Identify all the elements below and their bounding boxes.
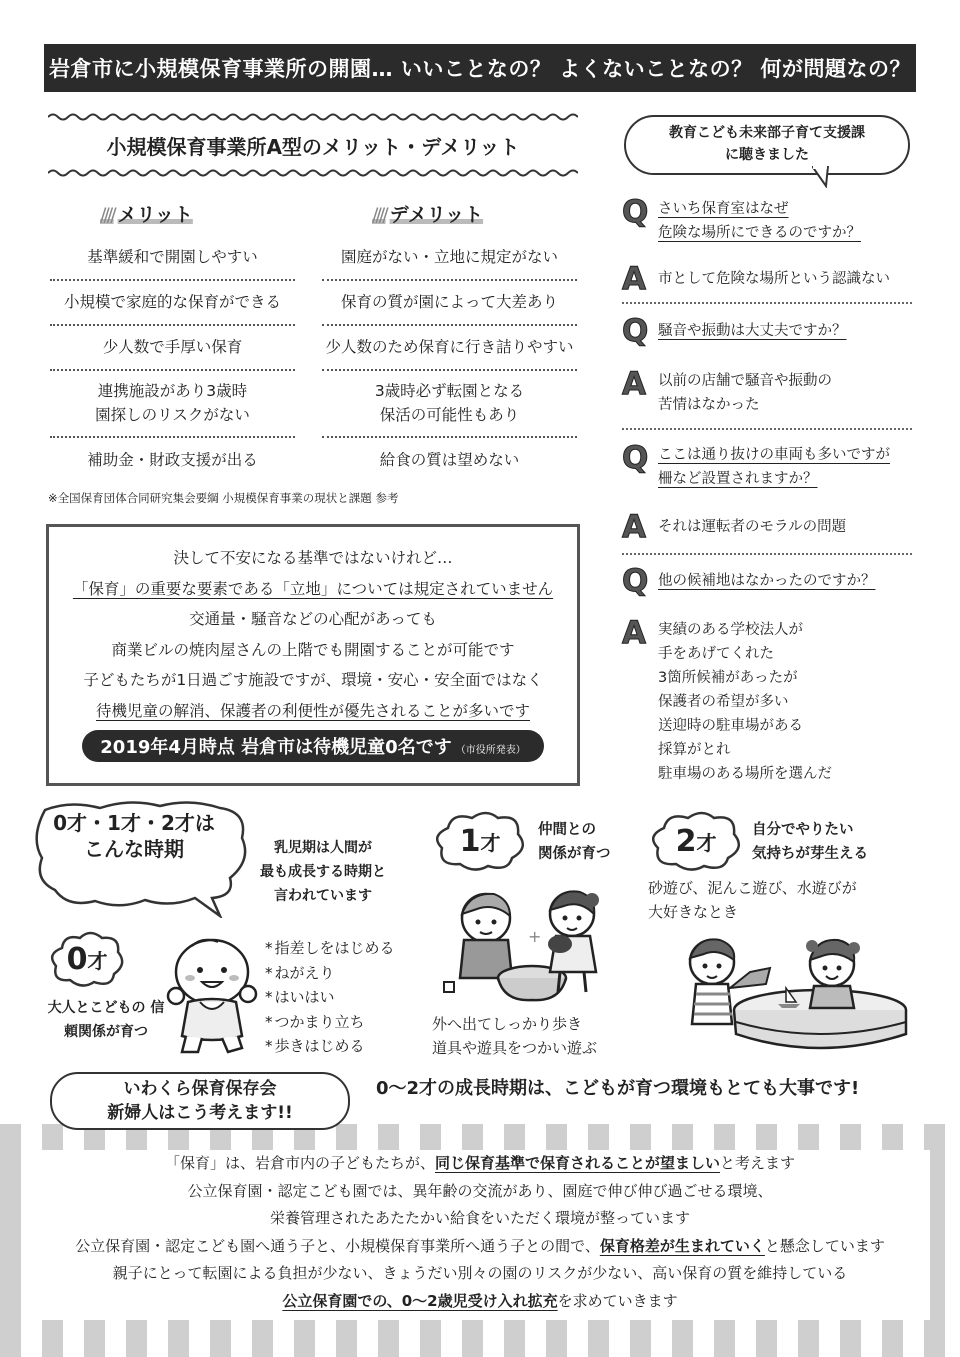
age-2-description: 砂遊び、泥んこ遊び、水遊びが 大好きなとき (648, 879, 857, 921)
statement-part: 「保育」は、岩倉市内の子どもたちが、 (164, 1154, 435, 1172)
demerit-header: //// デメリット (372, 204, 484, 226)
info-line-part: 待機児童の解消、保護者の利便性が優先されることが多いです (95, 701, 530, 720)
qa-answer (622, 261, 912, 297)
statement-emphasis: 保育格差が生まれていく (599, 1236, 765, 1255)
answer-text: 実績のある学校法人が 手をあげてくれた 3箇所候補があったが 保護者の希望が多い 送迎時の駐車場がある 採算がとれ 駐車場のある場所を選んだ (658, 622, 832, 782)
pill-text: 2019年4月時点 岩倉市は待機児童0名です (100, 737, 452, 758)
group-statement-title: いわくら保育保存会 新婦人はこう考えます!! (107, 1079, 293, 1123)
baby-illustration (162, 932, 262, 1056)
page-banner: 岩倉市に小規模保育事業所の開園… いいことなの？ よくないことなの？ 何が問題なの？ (44, 44, 916, 92)
age-number: 0 (66, 941, 88, 977)
info-line (49, 574, 577, 605)
divider (622, 553, 912, 555)
divider (622, 428, 912, 430)
qa-answer (622, 615, 912, 786)
demerit-header-label: デメリット (389, 204, 484, 226)
answer-text: 以前の店舗で騒音や振動の 苦情はなかった (658, 373, 832, 413)
statement-part: を求めていきます (557, 1291, 678, 1310)
pill-source: （市役所発表） (455, 745, 526, 756)
qa-answer (622, 509, 912, 545)
answer-text: 市として危険な場所という認識ない (658, 271, 890, 287)
qa-answer (622, 366, 912, 417)
q-icon: Q (622, 440, 649, 476)
demerit-list (322, 236, 577, 483)
question-text: さいち保育室はなぜ 危険な場所にできるのですか？ (658, 201, 861, 241)
milestone-item: * 歩きはじめる (265, 1034, 395, 1059)
qa-heading-bubble (624, 115, 910, 175)
merit-item: 少人数で手厚い保育 (50, 326, 295, 371)
age-unit: 才 (87, 948, 108, 973)
bubble-tail (812, 166, 830, 188)
statement-emphasis: 公立保育園での、0～2歳児受け入れ拡充 (282, 1291, 558, 1310)
statement-text (0, 1150, 960, 1315)
statement-line (0, 1288, 960, 1316)
statement-part: と考えます (720, 1154, 796, 1172)
waiting-children-pill (82, 730, 543, 762)
wavy-border-bottom (48, 168, 578, 178)
info-line-part: 「立地」については規定されていません (274, 579, 554, 598)
statement-line: 公立保育園・認定こども園では、異年齢の交流があり、園庭で伸び伸び過ごせる環境、 (187, 1181, 773, 1200)
group-speech-bubble (50, 1072, 350, 1130)
demerit-item: 少人数のため保育に行き詰りやすい (322, 326, 577, 371)
milestone-item: * 指差しをはじめる (265, 936, 395, 961)
growth-title: 0才・1才・2才は こんな時期 (53, 811, 215, 861)
statement-line (0, 1233, 960, 1261)
environment-headline: 0～2才の成長時期は、こどもが育つ環境もとても大事です! (376, 1078, 860, 1099)
age-1-caption: 仲間との 関係が育つ (538, 822, 611, 862)
wavy-border-top (48, 112, 578, 122)
infant-description: 乳児期は人間が 最も成長する時期と 言われています (260, 840, 386, 904)
demerit-item: 園庭がない・立地に規定がない (322, 236, 577, 281)
milestone-item: * つかまり立ち (265, 1010, 395, 1035)
age-2-caption: 自分でやりたい 気持ちが芽生える (752, 822, 868, 862)
q-icon: Q (622, 313, 649, 349)
merit-item: 小規模で家庭的な保育ができる (50, 281, 295, 326)
info-line-part: 「保育」の重要な要素である (72, 579, 275, 598)
merit-item: 補助金・財政支援が出る (87, 450, 258, 469)
merit-list (50, 236, 295, 483)
demerit-item: 3歳時必ず転園となる 保活の可能性もあり (322, 371, 577, 438)
question-text: 騒音や振動は大丈夫ですか？ (658, 323, 847, 339)
merit-item: 基準緩和で開園しやすい (50, 236, 295, 281)
info-line: 商業ビルの焼肉屋さんの上階でも開園することが可能です (111, 640, 515, 659)
a-icon: A (622, 509, 646, 545)
qa-question (622, 313, 912, 349)
statement-part: と懸念しています (764, 1236, 885, 1255)
age-unit: 才 (696, 830, 717, 855)
water-play-illustration (670, 928, 910, 1058)
statement-part: 公立保育園・認定こども園へ通う子と、小規模保育事業所へ通う子との間で、 (75, 1236, 600, 1255)
merit-header: //// メリット (100, 204, 193, 226)
milestone-list (265, 936, 395, 1059)
svg-text:+: + (528, 927, 542, 946)
statement-line: 親子にとって転園による負担が少ない、きょうだい別々の園のリスクが少ない、高い保育の質を維持している (112, 1264, 848, 1282)
comparison-title: 小規模保育事業所A型のメリット・デメリット (106, 134, 520, 159)
info-box (46, 524, 580, 786)
children-playing-illustration (440, 878, 612, 1002)
demerit-item: 保育の質が園によって大差あり (322, 281, 577, 326)
info-line: 決して不安になる基準ではないけれど… (173, 549, 453, 567)
age-1-badge (432, 810, 528, 872)
statement-emphasis: 同じ保育基準で保育されることが望ましい (434, 1154, 720, 1172)
comparison-title-box (48, 112, 578, 178)
demerit-item: 給食の質は望めない (379, 450, 520, 469)
merit-item: 連携施設があり3歳時 園探しのリスクがない (50, 371, 295, 438)
q-icon: Q (622, 563, 649, 599)
answer-text: それは運転者のモラルの問題 (658, 519, 847, 535)
milestone-item: * はいはい (265, 985, 395, 1010)
info-line: 交通量・騒音などの心配があっても (189, 610, 437, 628)
info-line: 子どもたちが1日過ごす施設ですが、環境・安心・安全面ではなく (83, 671, 543, 689)
age-0-badge (48, 930, 126, 988)
merit-header-label: メリット (117, 204, 193, 226)
age-number: 1 (459, 823, 481, 859)
milestone-item: * ねがえり (265, 961, 395, 986)
age-number: 2 (675, 823, 697, 859)
a-icon: A (622, 261, 646, 297)
a-icon: A (622, 366, 646, 402)
qa-question (622, 563, 912, 599)
age-2-badge (648, 810, 744, 872)
a-icon: A (622, 615, 646, 651)
statement-line: 栄養管理されたあたたかい給食をいただく環境が整っています (269, 1209, 690, 1227)
qa-question (622, 194, 912, 245)
info-line (49, 696, 577, 727)
age-1-description: 外へ出てしっかり歩き 道具や遊具をつかい遊ぶ (432, 1015, 598, 1057)
question-text: 他の候補地はなかったのですか？ (658, 573, 876, 589)
age-0-caption: 大人とこどもの 信頼関係が育つ (47, 1000, 165, 1040)
qa-heading: 教育こども未来部子育て支援課 に聴きました (669, 125, 865, 163)
age-unit: 才 (480, 830, 501, 855)
question-text: ここは通り抜けの車両も多いですが 柵など設置されますか？ (658, 447, 890, 487)
divider (622, 302, 912, 304)
statement-line (0, 1150, 960, 1178)
qa-question (622, 440, 912, 491)
source-note: ※全国保育団体合同研究集会要綱 小規模保育事業の現状と課題 参考 (48, 491, 399, 505)
q-icon: Q (622, 194, 649, 230)
